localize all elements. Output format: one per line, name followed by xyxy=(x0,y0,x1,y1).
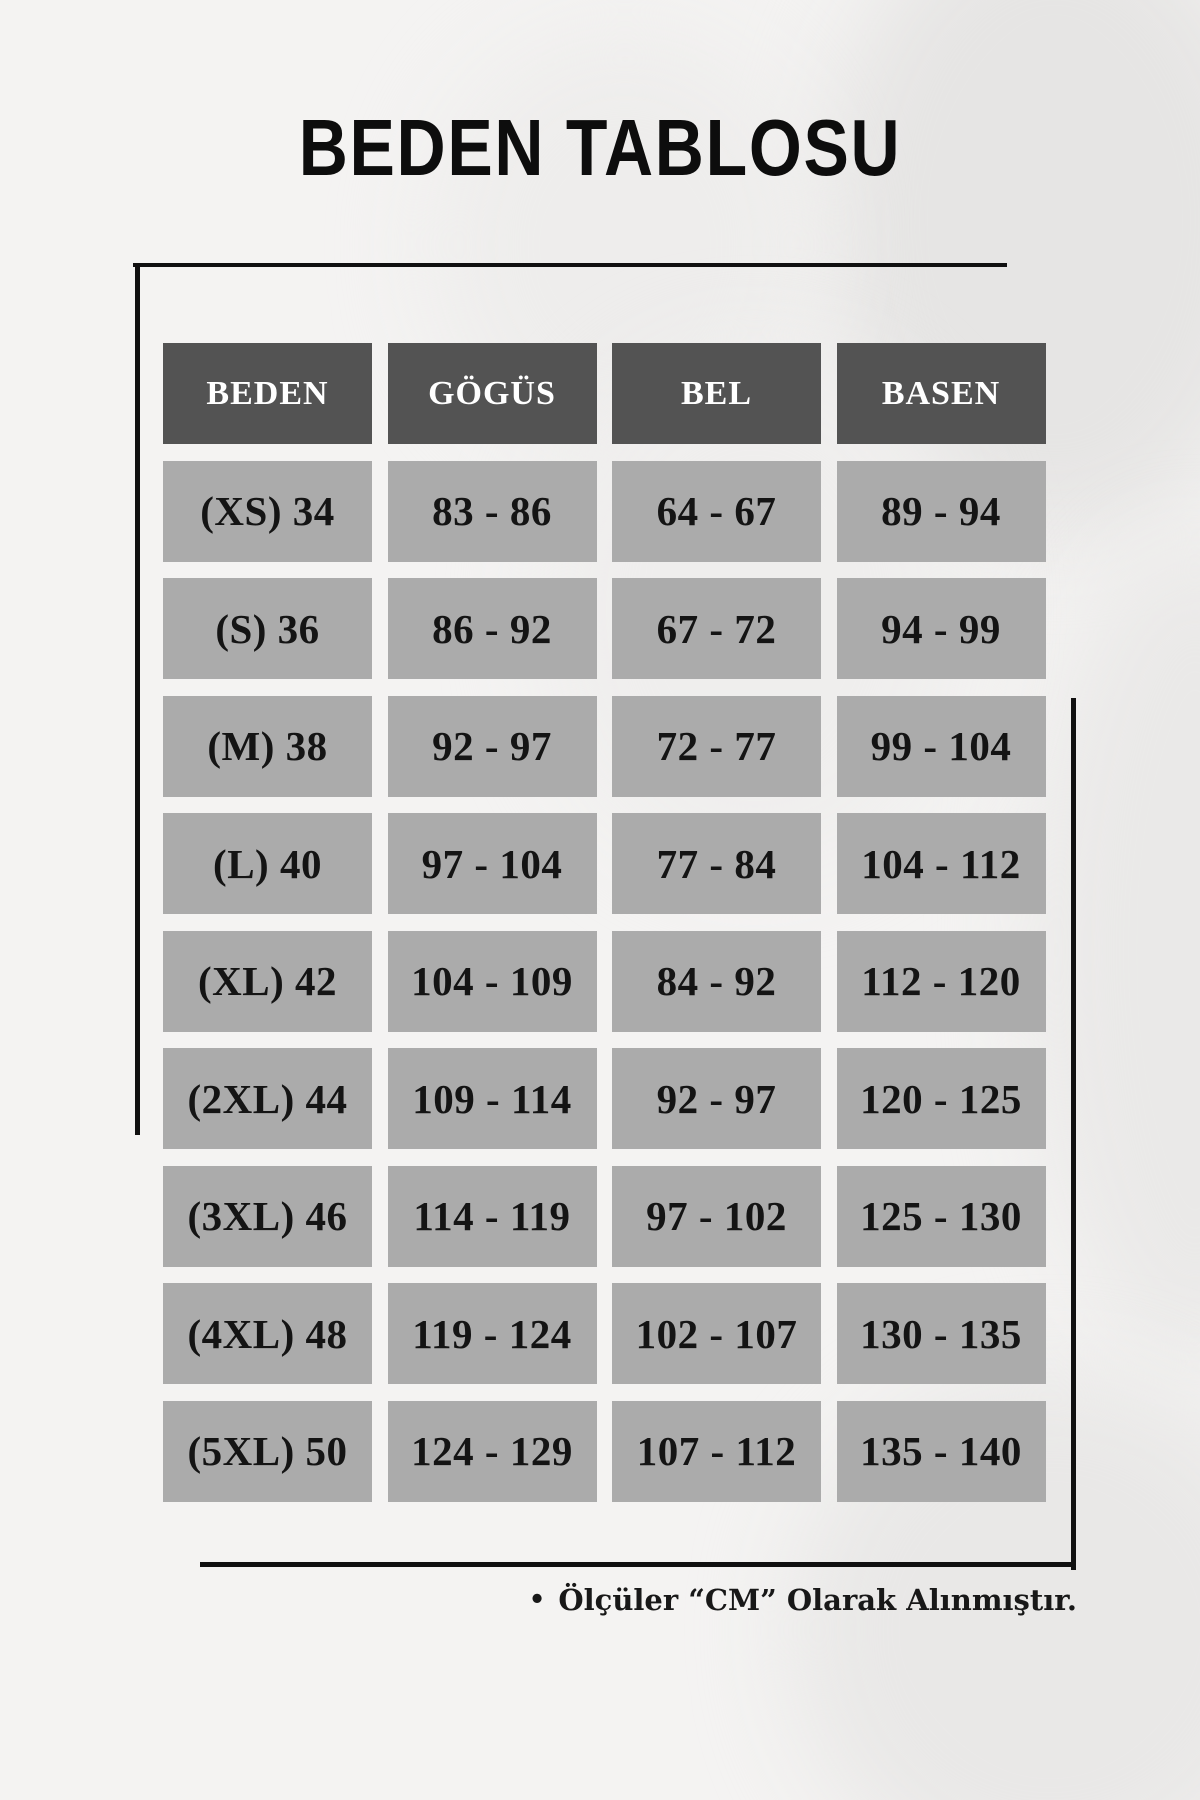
frame-line-bottom xyxy=(200,1562,1074,1567)
table-cell: (XS) 34 xyxy=(163,461,372,562)
table-cell: (XL) 42 xyxy=(163,931,372,1032)
table-cell: 120 - 125 xyxy=(837,1048,1046,1149)
measurement-note xyxy=(529,1583,1077,1617)
table-cell: 83 - 86 xyxy=(388,461,597,562)
table-cell: (3XL) 46 xyxy=(163,1166,372,1267)
frame-line-left xyxy=(135,263,140,1135)
table-cell: 104 - 112 xyxy=(837,813,1046,914)
table-cell: 64 - 67 xyxy=(612,461,821,562)
size-table xyxy=(163,343,1046,1502)
frame-line-top xyxy=(133,263,1007,267)
table-cell: (2XL) 44 xyxy=(163,1048,372,1149)
column-header-bel: BEL xyxy=(612,343,821,444)
table-cell: 86 - 92 xyxy=(388,578,597,679)
table-cell: 109 - 114 xyxy=(388,1048,597,1149)
column-header-gogus: GÖGÜS xyxy=(388,343,597,444)
table-cell: 77 - 84 xyxy=(612,813,821,914)
table-cell: 92 - 97 xyxy=(388,696,597,797)
table-cell: 114 - 119 xyxy=(388,1166,597,1267)
table-cell: 92 - 97 xyxy=(612,1048,821,1149)
table-cell: 97 - 102 xyxy=(612,1166,821,1267)
table-cell: 84 - 92 xyxy=(612,931,821,1032)
table-cell: 125 - 130 xyxy=(837,1166,1046,1267)
watermark-shape xyxy=(1030,540,1200,1360)
table-cell: (5XL) 50 xyxy=(163,1401,372,1502)
table-cell: 112 - 120 xyxy=(837,931,1046,1032)
table-cell: (S) 36 xyxy=(163,578,372,679)
table-cell: 119 - 124 xyxy=(388,1283,597,1384)
table-cell: 102 - 107 xyxy=(612,1283,821,1384)
table-cell: (4XL) 48 xyxy=(163,1283,372,1384)
table-cell: 67 - 72 xyxy=(612,578,821,679)
table-cell: 107 - 112 xyxy=(612,1401,821,1502)
table-cell: 135 - 140 xyxy=(837,1401,1046,1502)
table-cell: (M) 38 xyxy=(163,696,372,797)
table-cell: 72 - 77 xyxy=(612,696,821,797)
table-cell: 97 - 104 xyxy=(388,813,597,914)
frame-line-right xyxy=(1071,698,1076,1570)
table-cell: 94 - 99 xyxy=(837,578,1046,679)
table-cell: 104 - 109 xyxy=(388,931,597,1032)
table-cell: 124 - 129 xyxy=(388,1401,597,1502)
measurement-note-text: Ölçüler “CM” Olarak Alınmıştır. xyxy=(558,1583,1077,1617)
table-cell: 130 - 135 xyxy=(837,1283,1046,1384)
page-title: BEDEN TABLOSU xyxy=(298,103,902,192)
column-header-beden: BEDEN xyxy=(163,343,372,444)
column-header-basen: BASEN xyxy=(837,343,1046,444)
bullet-icon: • xyxy=(528,1585,546,1615)
table-cell: 89 - 94 xyxy=(837,461,1046,562)
table-cell: 99 - 104 xyxy=(837,696,1046,797)
table-cell: (L) 40 xyxy=(163,813,372,914)
